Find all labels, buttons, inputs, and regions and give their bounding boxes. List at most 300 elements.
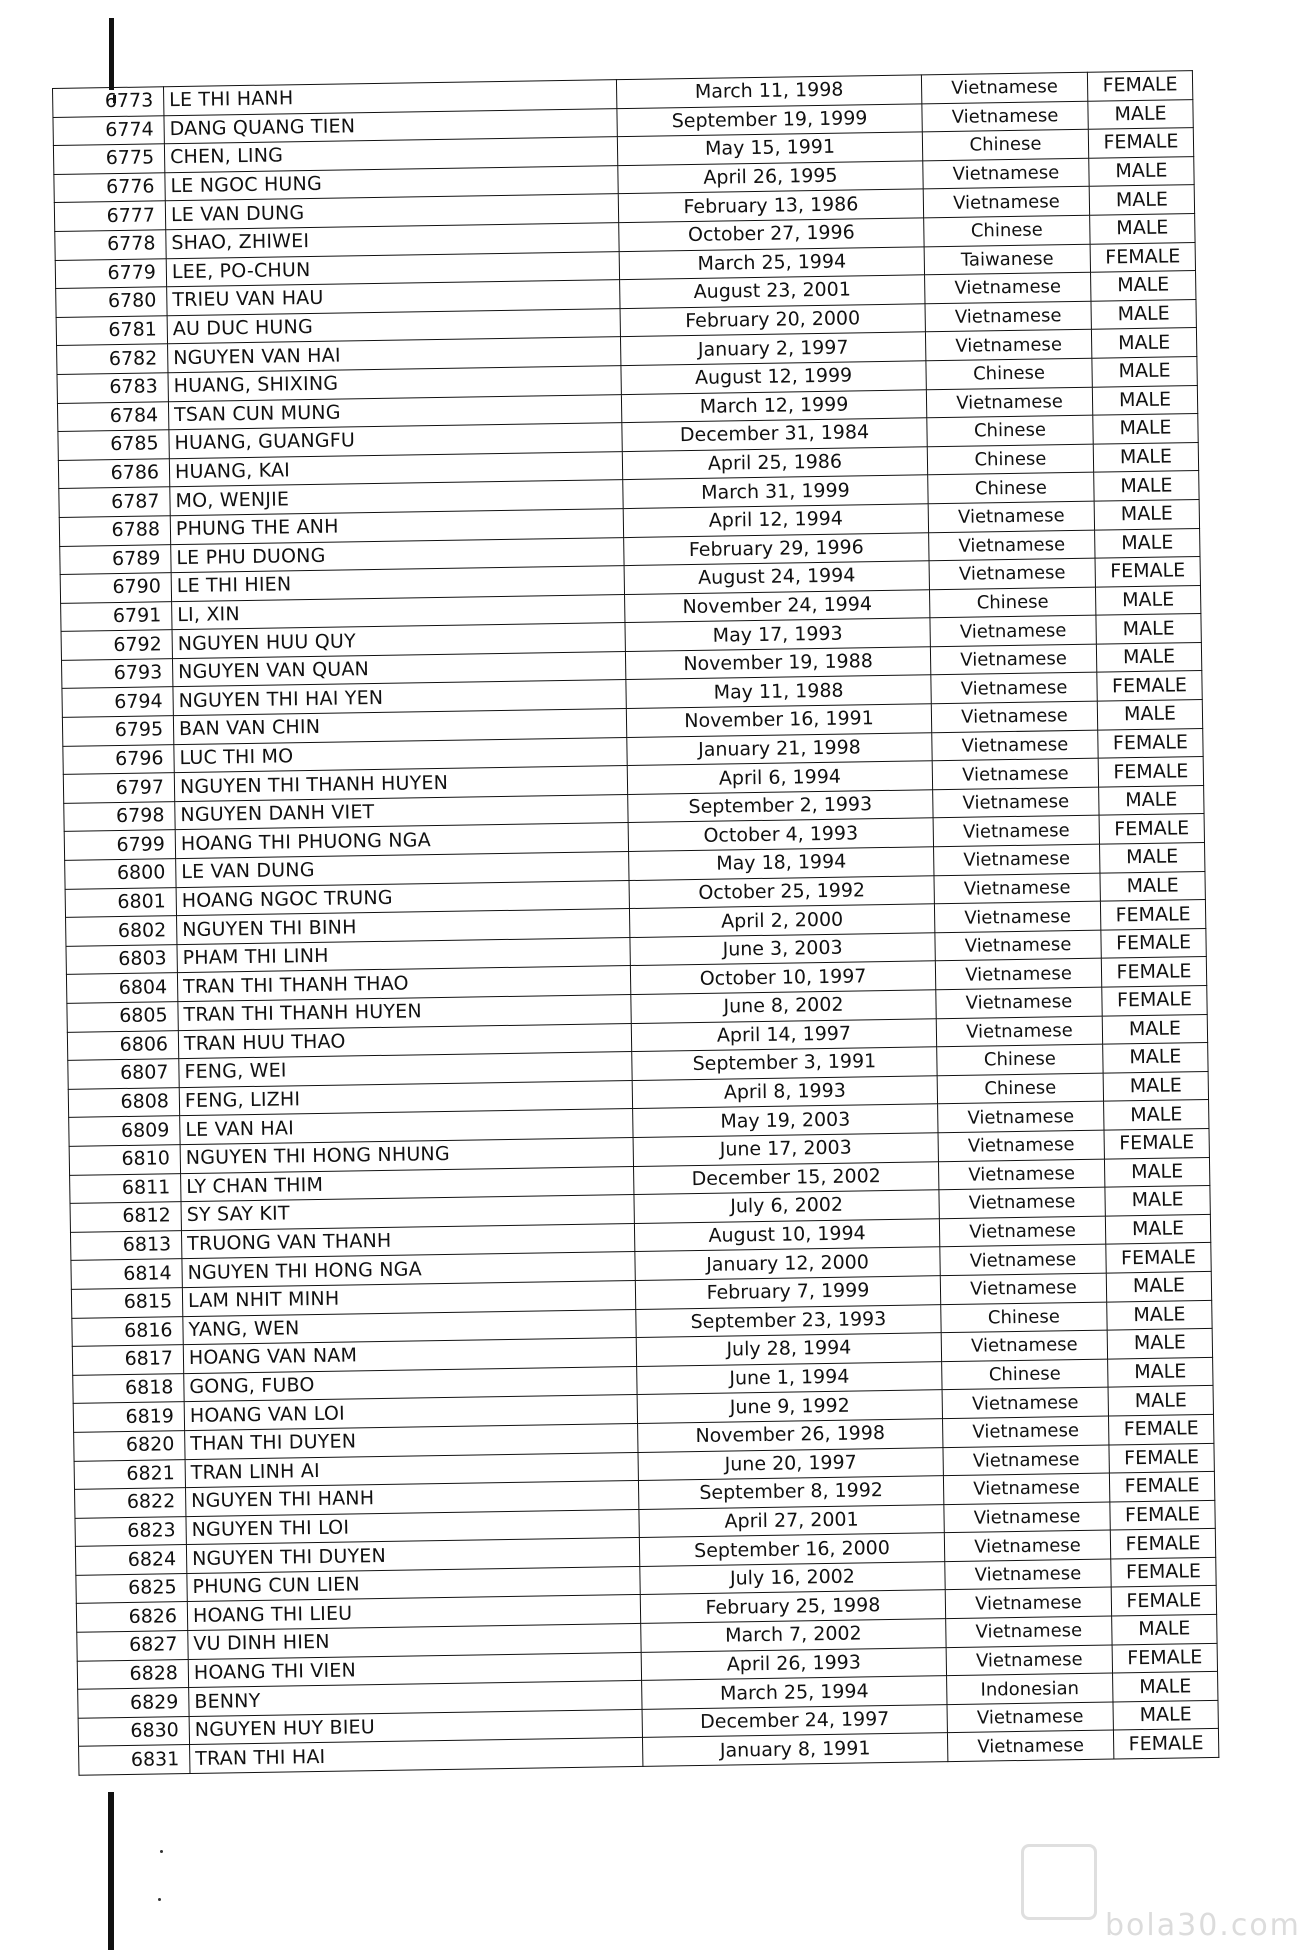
person-name: PHAM THI LINH xyxy=(177,937,630,973)
date-of-birth: March 25, 1994 xyxy=(642,1676,947,1709)
date-of-birth: March 31, 1999 xyxy=(623,475,928,508)
person-name: LEE, PO-CHUN xyxy=(166,251,619,287)
sex: MALE xyxy=(1092,385,1197,415)
person-name: LE VAN HAI xyxy=(180,1109,633,1145)
person-name: SHAO, ZHIWEI xyxy=(166,223,619,259)
sex: MALE xyxy=(1104,1157,1209,1187)
date-of-birth: April 14, 1997 xyxy=(631,1018,936,1051)
nationality: Vietnamese xyxy=(940,1244,1106,1275)
row-number: 6805 xyxy=(67,1002,178,1032)
nationality: Vietnamese xyxy=(931,673,1097,704)
date-of-birth: August 10, 1994 xyxy=(634,1218,939,1251)
nationality: Vietnamese xyxy=(923,187,1089,218)
date-of-birth: November 19, 1988 xyxy=(625,647,930,680)
row-number: 6810 xyxy=(69,1145,180,1175)
date-of-birth: April 25, 1986 xyxy=(622,447,927,480)
row-number: 6829 xyxy=(78,1688,189,1718)
row-number: 6783 xyxy=(57,373,168,403)
nationality: Indonesian xyxy=(947,1673,1113,1704)
sex: FEMALE xyxy=(1108,1414,1213,1444)
row-number: 6809 xyxy=(69,1116,180,1146)
person-name: LE THI HIEN xyxy=(171,566,624,602)
sex: FEMALE xyxy=(1110,1529,1215,1559)
sex: MALE xyxy=(1107,1300,1212,1330)
date-of-birth: January 12, 2000 xyxy=(635,1247,940,1280)
nationality: Vietnamese xyxy=(929,530,1095,561)
date-of-birth: September 23, 1993 xyxy=(636,1304,941,1337)
nationality: Chinese xyxy=(937,1073,1103,1104)
sex: MALE xyxy=(1089,156,1194,186)
sex: MALE xyxy=(1113,1700,1218,1730)
person-name: NGUYEN VAN HAI xyxy=(168,337,621,373)
person-name: HUANG, SHIXING xyxy=(168,366,621,402)
row-number: 6786 xyxy=(58,458,169,488)
date-of-birth: June 1, 1994 xyxy=(637,1361,942,1394)
sex: MALE xyxy=(1104,1100,1209,1130)
sex: MALE xyxy=(1107,1329,1212,1359)
date-of-birth: July 6, 2002 xyxy=(634,1190,939,1223)
nationality: Vietnamese xyxy=(935,959,1101,990)
person-name: GONG, FUBO xyxy=(184,1366,637,1402)
person-name: TRAN THI THANH HUYEN xyxy=(178,995,631,1031)
nationality: Chinese xyxy=(929,587,1095,618)
nationality: Vietnamese xyxy=(938,1130,1104,1161)
person-name: FENG, LIZHI xyxy=(179,1080,632,1116)
person-name: NGUYEN THI HONG NGA xyxy=(182,1252,635,1288)
date-of-birth: May 17, 1993 xyxy=(625,618,930,651)
nationality: Vietnamese xyxy=(945,1559,1111,1590)
date-of-birth: February 25, 1998 xyxy=(640,1590,945,1623)
person-name: LAM NHIT MINH xyxy=(182,1280,635,1316)
nationality: Vietnamese xyxy=(925,330,1091,361)
date-of-birth: January 21, 1998 xyxy=(627,732,932,765)
person-name: DANG QUANG TIEN xyxy=(164,108,617,144)
row-number: 6831 xyxy=(79,1745,190,1775)
sex: MALE xyxy=(1100,843,1205,873)
sex: FEMALE xyxy=(1099,814,1204,844)
sex: FEMALE xyxy=(1100,900,1205,930)
date-of-birth: September 2, 1993 xyxy=(628,790,933,823)
person-name: TRAN LINH AI xyxy=(185,1452,638,1488)
sex: MALE xyxy=(1094,471,1199,501)
date-of-birth: December 24, 1997 xyxy=(642,1704,947,1737)
person-name: LE PHU DUONG xyxy=(171,537,624,573)
person-name: HOANG VAN NAM xyxy=(183,1338,636,1374)
row-number: 6826 xyxy=(76,1602,187,1632)
row-number: 6799 xyxy=(64,830,175,860)
nationality: Vietnamese xyxy=(933,816,1099,847)
row-number: 6819 xyxy=(73,1402,184,1432)
date-of-birth: February 20, 2000 xyxy=(620,304,925,337)
date-of-birth: April 27, 2001 xyxy=(639,1504,944,1537)
nationality: Vietnamese xyxy=(934,873,1100,904)
person-name: NGUYEN THI HAI YEN xyxy=(173,680,626,716)
row-number: 6824 xyxy=(75,1545,186,1575)
sex: FEMALE xyxy=(1111,1557,1216,1587)
sex: MALE xyxy=(1105,1214,1210,1244)
nationality: Vietnamese xyxy=(922,101,1088,132)
date-of-birth: April 12, 1994 xyxy=(623,504,928,537)
date-of-birth: November 24, 1994 xyxy=(625,589,930,622)
person-name: LE THI HANH xyxy=(163,80,616,116)
date-of-birth: February 7, 1999 xyxy=(635,1276,940,1309)
nationality: Vietnamese xyxy=(946,1616,1112,1647)
date-of-birth: October 4, 1993 xyxy=(628,818,933,851)
row-number: 6791 xyxy=(61,601,172,631)
nationality: Vietnamese xyxy=(936,1016,1102,1047)
sex: MALE xyxy=(1103,1071,1208,1101)
row-number: 6808 xyxy=(68,1087,179,1117)
person-name: AU DUC HUNG xyxy=(167,308,620,344)
date-of-birth: August 24, 1994 xyxy=(624,561,929,594)
row-number: 6814 xyxy=(71,1259,182,1289)
person-name: BAN VAN CHIN xyxy=(173,709,626,745)
row-number: 6779 xyxy=(55,258,166,288)
nationality: Vietnamese xyxy=(938,1159,1104,1190)
row-number: 6823 xyxy=(75,1516,186,1546)
row-number: 6806 xyxy=(67,1030,178,1060)
nationality: Chinese xyxy=(941,1302,1107,1333)
sex: MALE xyxy=(1095,585,1200,615)
sex: FEMALE xyxy=(1101,928,1206,958)
person-name: LE NGOC HUNG xyxy=(165,165,618,201)
nationality: Vietnamese xyxy=(939,1187,1105,1218)
nationality: Vietnamese xyxy=(943,1473,1109,1504)
nationality: Vietnamese xyxy=(925,272,1091,303)
row-number: 6794 xyxy=(62,687,173,717)
nationality: Vietnamese xyxy=(945,1588,1111,1619)
date-of-birth: October 10, 1997 xyxy=(630,961,935,994)
date-of-birth: March 11, 1998 xyxy=(616,75,921,108)
person-name: NGUYEN THI HONG NHUNG xyxy=(180,1137,633,1173)
nationality: Vietnamese xyxy=(930,615,1096,646)
row-number: 6785 xyxy=(58,430,169,460)
row-number: 6773 xyxy=(53,87,164,117)
row-number: 6774 xyxy=(53,115,164,145)
date-of-birth: February 29, 1996 xyxy=(624,532,929,565)
nationality: Chinese xyxy=(924,215,1090,246)
person-name: HOANG THI PHUONG NGA xyxy=(175,823,628,859)
person-name: NGUYEN THI THANH HUYEN xyxy=(174,766,627,802)
sex: MALE xyxy=(1097,700,1202,730)
row-number: 6827 xyxy=(77,1631,188,1661)
person-name: NGUYEN HUY BIEU xyxy=(189,1709,642,1745)
person-name: NGUYEN THI DUYEN xyxy=(186,1538,639,1574)
date-of-birth: January 8, 1991 xyxy=(642,1733,947,1766)
sex: MALE xyxy=(1093,442,1198,472)
sex: MALE xyxy=(1092,356,1197,386)
person-name: NGUYEN HUU QUY xyxy=(172,623,625,659)
sex: FEMALE xyxy=(1106,1243,1211,1273)
sex: FEMALE xyxy=(1098,728,1203,758)
date-of-birth: September 16, 2000 xyxy=(639,1533,944,1566)
sex: MALE xyxy=(1108,1357,1213,1387)
sex: FEMALE xyxy=(1111,1586,1216,1616)
sex: MALE xyxy=(1088,99,1193,129)
row-number: 6803 xyxy=(66,944,177,974)
row-number: 6787 xyxy=(59,487,170,517)
row-number: 6802 xyxy=(66,916,177,946)
nationality: Vietnamese xyxy=(947,1702,1113,1733)
date-of-birth: June 17, 2003 xyxy=(633,1133,938,1166)
sex: MALE xyxy=(1100,871,1205,901)
nationality: Vietnamese xyxy=(940,1273,1106,1304)
person-name: LI, XIN xyxy=(172,594,625,630)
person-name: NGUYEN DANH VIET xyxy=(175,794,628,830)
row-number: 6797 xyxy=(63,773,174,803)
date-of-birth: April 2, 2000 xyxy=(629,904,934,937)
nationality: Vietnamese xyxy=(947,1730,1113,1761)
person-name: YANG, WEN xyxy=(183,1309,636,1345)
person-name: TRAN HUU THAO xyxy=(178,1023,631,1059)
date-of-birth: November 26, 1998 xyxy=(638,1419,943,1452)
person-name: TRAN THI HAI xyxy=(190,1738,643,1774)
date-of-birth: April 6, 1994 xyxy=(627,761,932,794)
nationality: Vietnamese xyxy=(934,844,1100,875)
nationality: Vietnamese xyxy=(934,901,1100,932)
date-of-birth: August 12, 1999 xyxy=(621,361,926,394)
sex: MALE xyxy=(1091,328,1196,358)
row-number: 6793 xyxy=(61,659,172,689)
person-name: TRUONG VAN THANH xyxy=(181,1223,634,1259)
nationality: Chinese xyxy=(942,1359,1108,1390)
row-number: 6815 xyxy=(71,1288,182,1318)
nationality: Vietnamese xyxy=(938,1101,1104,1132)
sex: MALE xyxy=(1102,1014,1207,1044)
sex: MALE xyxy=(1095,528,1200,558)
person-name: HUANG, KAI xyxy=(169,451,622,487)
date-of-birth: July 16, 2002 xyxy=(640,1562,945,1595)
sex: FEMALE xyxy=(1098,757,1203,787)
sex: FEMALE xyxy=(1101,957,1206,987)
nationality: Vietnamese xyxy=(921,72,1087,103)
nationality: Vietnamese xyxy=(946,1645,1112,1676)
person-name: PHUNG THE ANH xyxy=(170,508,623,544)
date-of-birth: May 19, 2003 xyxy=(633,1104,938,1137)
date-of-birth: October 25, 1992 xyxy=(629,875,934,908)
row-number: 6800 xyxy=(65,859,176,889)
date-of-birth: October 27, 1996 xyxy=(619,218,924,251)
nationality: Vietnamese xyxy=(928,501,1094,532)
person-name: LE VAN DUNG xyxy=(176,852,629,888)
row-number: 6798 xyxy=(64,802,175,832)
sex: MALE xyxy=(1094,499,1199,529)
date-of-birth: June 3, 2003 xyxy=(630,933,935,966)
sex: FEMALE xyxy=(1110,1500,1215,1530)
row-number: 6780 xyxy=(56,287,167,317)
nationality: Vietnamese xyxy=(944,1502,1110,1533)
date-of-birth: April 26, 1995 xyxy=(618,161,923,194)
person-name: SY SAY KIT xyxy=(181,1195,634,1231)
scan-speck xyxy=(160,1850,163,1853)
person-name: HUANG, GUANGFU xyxy=(169,423,622,459)
nationality: Vietnamese xyxy=(931,701,1097,732)
nationality: Vietnamese xyxy=(925,301,1091,332)
roster-sheet xyxy=(52,70,1218,1776)
scan-speck xyxy=(158,1898,161,1901)
nationality: Vietnamese xyxy=(939,1216,1105,1247)
nationality: Vietnamese xyxy=(933,787,1099,818)
nationality: Vietnamese xyxy=(943,1416,1109,1447)
date-of-birth: September 3, 1991 xyxy=(632,1047,937,1080)
row-number: 6811 xyxy=(70,1173,181,1203)
row-number: 6775 xyxy=(53,144,164,174)
sex: MALE xyxy=(1113,1672,1218,1702)
row-number: 6788 xyxy=(59,516,170,546)
nationality: Chinese xyxy=(927,415,1093,446)
row-number: 6821 xyxy=(74,1459,185,1489)
sex: FEMALE xyxy=(1088,128,1193,158)
row-number: 6817 xyxy=(72,1345,183,1375)
person-name: MO, WENJIE xyxy=(170,480,623,516)
sex: FEMALE xyxy=(1109,1443,1214,1473)
binding-mark xyxy=(108,1792,114,1950)
date-of-birth: August 23, 2001 xyxy=(620,275,925,308)
nationality: Vietnamese xyxy=(932,730,1098,761)
nationality: Vietnamese xyxy=(929,558,1095,589)
sex: MALE xyxy=(1096,614,1201,644)
nationality: Vietnamese xyxy=(923,158,1089,189)
date-of-birth: July 28, 1994 xyxy=(636,1333,941,1366)
sex: MALE xyxy=(1108,1386,1213,1416)
nationality: Chinese xyxy=(937,1044,1103,1075)
nationality: Vietnamese xyxy=(930,644,1096,675)
watermark xyxy=(1015,1830,1301,1950)
date-of-birth: April 8, 1993 xyxy=(632,1076,937,1109)
person-name: HOANG VAN LOI xyxy=(184,1395,637,1431)
roster-table xyxy=(52,70,1219,1776)
sex: FEMALE xyxy=(1113,1729,1218,1759)
row-number: 6777 xyxy=(54,201,165,231)
date-of-birth: June 20, 1997 xyxy=(638,1447,943,1480)
nationality: Chinese xyxy=(926,358,1092,389)
sex: FEMALE xyxy=(1097,671,1202,701)
nationality: Vietnamese xyxy=(941,1330,1107,1361)
person-name: PHUNG CUN LIEN xyxy=(187,1566,640,1602)
person-name: NGUYEN THI HANH xyxy=(186,1481,639,1517)
nationality: Vietnamese xyxy=(942,1387,1108,1418)
row-number: 6812 xyxy=(70,1202,181,1232)
person-name: HOANG NGOC TRUNG xyxy=(176,880,629,916)
person-name: THAN THI DUYEN xyxy=(185,1423,638,1459)
sex: MALE xyxy=(1093,414,1198,444)
date-of-birth: May 18, 1994 xyxy=(629,847,934,880)
nationality: Chinese xyxy=(927,444,1093,475)
binding-mark xyxy=(109,18,114,90)
person-name: HOANG THI VIEN xyxy=(188,1652,641,1688)
sex: FEMALE xyxy=(1104,1128,1209,1158)
date-of-birth: May 11, 1988 xyxy=(626,675,931,708)
person-name: VU DINH HIEN xyxy=(188,1624,641,1660)
row-number: 6804 xyxy=(66,973,177,1003)
nationality: Vietnamese xyxy=(926,387,1092,418)
person-name: BENNY xyxy=(189,1681,642,1717)
row-number: 6789 xyxy=(60,544,171,574)
sex: MALE xyxy=(1089,185,1194,215)
person-name: TRAN THI THANH THAO xyxy=(177,966,630,1002)
nationality: Vietnamese xyxy=(935,930,1101,961)
date-of-birth: March 25, 1994 xyxy=(619,246,924,279)
row-number: 6820 xyxy=(74,1430,185,1460)
nationality: Vietnamese xyxy=(936,987,1102,1018)
row-number: 6778 xyxy=(55,230,166,260)
sex: FEMALE xyxy=(1090,242,1195,272)
sex: FEMALE xyxy=(1102,985,1207,1015)
nationality: Vietnamese xyxy=(944,1530,1110,1561)
roster-body xyxy=(53,71,1219,1776)
date-of-birth: June 9, 1992 xyxy=(637,1390,942,1423)
date-of-birth: June 8, 2002 xyxy=(631,990,936,1023)
sex: FEMALE xyxy=(1109,1472,1214,1502)
row-number: 6782 xyxy=(57,344,168,374)
person-name: FENG, WEI xyxy=(179,1052,632,1088)
row-number: 6801 xyxy=(65,887,176,917)
person-name: LUC THI MO xyxy=(174,737,627,773)
date-of-birth: March 7, 2002 xyxy=(641,1619,946,1652)
sex: MALE xyxy=(1091,299,1196,329)
row-number: 6792 xyxy=(61,630,172,660)
person-name: NGUYEN THI BINH xyxy=(177,909,630,945)
date-of-birth: March 12, 1999 xyxy=(621,389,926,422)
date-of-birth: September 19, 1999 xyxy=(617,103,922,136)
sex: MALE xyxy=(1105,1186,1210,1216)
date-of-birth: April 26, 1993 xyxy=(641,1647,946,1680)
nationality: Chinese xyxy=(928,472,1094,503)
person-name: NGUYEN VAN QUAN xyxy=(172,651,625,687)
date-of-birth: December 31, 1984 xyxy=(622,418,927,451)
row-number: 6828 xyxy=(77,1659,188,1689)
watermark-text: bola30.com xyxy=(1105,1908,1301,1943)
sex: MALE xyxy=(1091,271,1196,301)
person-name: LY CHAN THIM xyxy=(181,1166,634,1202)
nationality: Vietnamese xyxy=(932,758,1098,789)
sex: FEMALE xyxy=(1087,71,1192,101)
row-number: 6813 xyxy=(70,1230,181,1260)
person-name: TSAN CUN MUNG xyxy=(168,394,621,430)
date-of-birth: February 13, 1986 xyxy=(618,189,923,222)
row-number: 6830 xyxy=(78,1716,189,1746)
sex: MALE xyxy=(1090,214,1195,244)
person-name: LE VAN DUNG xyxy=(165,194,618,230)
sex: MALE xyxy=(1096,642,1201,672)
row-number: 6796 xyxy=(63,744,174,774)
date-of-birth: December 15, 2002 xyxy=(634,1161,939,1194)
nationality: Taiwanese xyxy=(924,244,1090,275)
person-name: NGUYEN THI LOI xyxy=(186,1509,639,1545)
row-number: 6818 xyxy=(73,1373,184,1403)
row-number: 6807 xyxy=(68,1059,179,1089)
date-of-birth: November 16, 1991 xyxy=(626,704,931,737)
nationality: Vietnamese xyxy=(943,1445,1109,1476)
sex: MALE xyxy=(1106,1271,1211,1301)
person-name: TRIEU VAN HAU xyxy=(167,280,620,316)
sex: MALE xyxy=(1112,1614,1217,1644)
nationality: Chinese xyxy=(922,129,1088,160)
row-number: 6795 xyxy=(62,716,173,746)
date-of-birth: May 15, 1991 xyxy=(617,132,922,165)
row-number: 6784 xyxy=(57,401,168,431)
sex: MALE xyxy=(1099,785,1204,815)
date-of-birth: January 2, 1997 xyxy=(620,332,925,365)
sex: MALE xyxy=(1103,1043,1208,1073)
person-name: CHEN, LING xyxy=(164,137,617,173)
watermark-logo-icon xyxy=(1021,1844,1097,1920)
row-number: 6781 xyxy=(56,315,167,345)
date-of-birth: September 8, 1992 xyxy=(638,1476,943,1509)
row-number: 6790 xyxy=(60,573,171,603)
person-name: HOANG THI LIEU xyxy=(187,1595,640,1631)
row-number: 6825 xyxy=(76,1573,187,1603)
